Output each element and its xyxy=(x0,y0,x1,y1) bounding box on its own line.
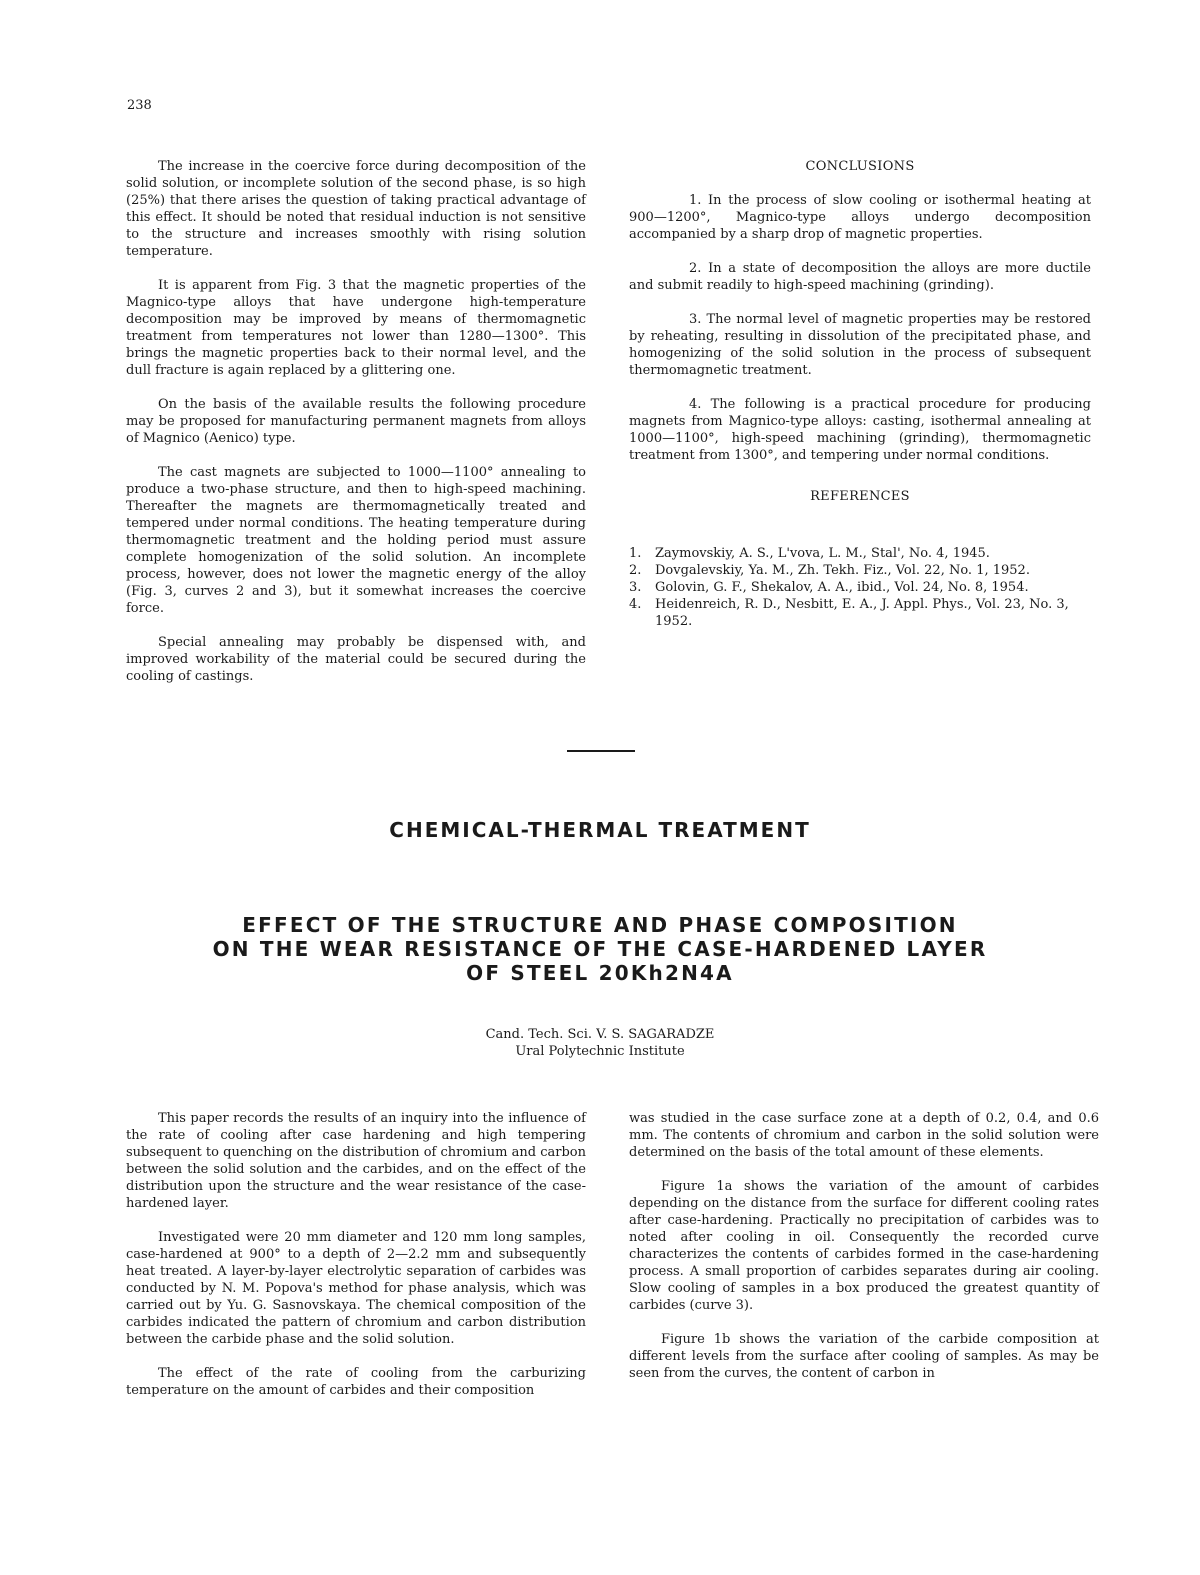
conclusion-item: 1. In the process of slow cooling or isothermal heating at 900—1200°, Magnico-type alloys undergo decomposition accompanied by a sharp drop of magnetic properties. xyxy=(629,193,1091,242)
section-banner: CHEMICAL-THERMAL TREATMENT xyxy=(389,818,811,842)
reference-number: 1. xyxy=(629,546,642,561)
conclusion-item: 4. The following is a practical procedure for producing magnets from Magnico-type alloys: casting, isothermal annealing at 1000—1100°, high-speed machining (grinding), thermomagnetic treatment from 1300°, and tempering under normal conditions. xyxy=(629,397,1091,463)
conclusions-list xyxy=(629,192,1091,464)
reference-text: Dovgalevskiy, Ya. M., Zh. Tekh. Fiz., Vol. 22, No. 1, 1952. xyxy=(655,563,1030,578)
article-right-column xyxy=(629,1110,1099,1399)
references-list xyxy=(629,545,1091,630)
reference-text: Golovin, G. F., Shekalov, A. A., ibid., Vol. 24, No. 8, 1954. xyxy=(655,580,1029,595)
conclusion-item: 3. The normal level of magnetic properties may be restored by reheating, resulting in dissolution of the precipitated phase, and homogenizing of the solid solution in the process of subsequent thermomagnetic treatment. xyxy=(629,312,1091,378)
article-title-line: OF STEEL 20Kh2N4A xyxy=(466,961,734,985)
paragraph: Figure 1a shows the variation of the amount of carbides depending on the distance from the surface for different cooling rates after case-hardening. Practically no precipitation of carbides was to noted after cooling in oil. Consequently the recorded curve characterizes the contents of carbides formed in the case-hardening process. A small proportion of carbides separates during air cooling. Slow cooling of samples in a box produced the greatest quantity of carbides (curve 3). xyxy=(629,1179,1099,1313)
section-divider xyxy=(567,750,635,752)
article-left-column xyxy=(126,1110,586,1416)
paragraph: Investigated were 20 mm diameter and 120 mm long samples, case-hardened at 900° to a depth of 2—2.2 mm and subsequently heat treated. A layer-by-layer electrolytic separation of carbides was conducted by N. M. Popova's method for phase analysis, which was carried out by Yu. G. Sasnovskaya. The chemical composition of the carbides indicated the pattern of chromium and carbon distribution between the carbide phase and the solid solution. xyxy=(126,1230,586,1347)
reference-item xyxy=(629,596,1091,630)
reference-item xyxy=(629,579,1091,596)
byline xyxy=(0,1026,1200,1060)
reference-item xyxy=(629,545,1091,562)
paragraph: The increase in the coercive force during decomposition of the solid solution, or incomplete solution of the second phase, is so high (25%) that there arises the question of taking practical advantage of this effect. It should be noted that residual induction is not sensitive to the structure and increases smoothly with rising solution temperature. xyxy=(126,159,586,259)
affiliation: Ural Polytechnic Institute xyxy=(515,1044,685,1059)
paragraph: Figure 1b shows the variation of the carbide composition at different levels from the surface after cooling of samples. As may be seen from the curves, the content of carbon in xyxy=(629,1332,1099,1381)
conclusion-item: 2. In a state of decomposition the alloys are more ductile and submit readily to high-speed machining (grinding). xyxy=(629,261,1091,293)
conclusions-heading: CONCLUSIONS xyxy=(805,159,915,174)
top-left-column xyxy=(126,158,586,702)
page-number: 238 xyxy=(127,98,152,113)
reference-number: 4. xyxy=(629,597,642,612)
paragraph: The cast magnets are subjected to 1000—1100° annealing to produce a two-phase structure, and then to high-speed machining. Thereafter the magnets are thermomagnetically treated and tempered under normal conditions. The heating temperature during thermomagnetic treatment and the holding period must assure complete homogenization of the solid solution. An incomplete process, however, does not lower the magnetic energy of the alloy (Fig. 3, curves 2 and 3), but it somewhat increases the coercive force. xyxy=(126,465,586,616)
paragraph: The effect of the rate of cooling from the carburizing temperature on the amount of carbides and their composition xyxy=(126,1366,586,1398)
article-title xyxy=(0,913,1200,985)
reference-number: 3. xyxy=(629,580,642,595)
article-title-line: EFFECT OF THE STRUCTURE AND PHASE COMPOSITION xyxy=(242,913,958,937)
article-title-line: ON THE WEAR RESISTANCE OF THE CASE-HARDENED LAYER xyxy=(212,937,988,961)
reference-text: Heidenreich, R. D., Nesbitt, E. A., J. Appl. Phys., Vol. 23, No. 3, 1952. xyxy=(655,597,1069,629)
paragraph: This paper records the results of an inquiry into the influence of the rate of cooling after case hardening and high tempering subsequent to quenching on the distribution of chromium and carbon between the solid solution and the carbides, and on the effect of the distribution upon the structure and the wear resistance of the case-hardened layer. xyxy=(126,1111,586,1211)
paragraph: It is apparent from Fig. 3 that the magnetic properties of the Magnico-type alloys that have undergone high-temperature decomposition may be improved by means of thermomagnetic treatment from temperatures not lower than 1280—1300°. This brings the magnetic properties back to their normal level, and the dull fracture is again replaced by a glittering one. xyxy=(126,278,586,378)
reference-text: Zaymovskiy, A. S., L'vova, L. M., Stal', No. 4, 1945. xyxy=(655,546,990,561)
reference-number: 2. xyxy=(629,563,642,578)
reference-item xyxy=(629,562,1091,579)
top-right-column xyxy=(629,158,1091,630)
references-heading: REFERENCES xyxy=(810,489,910,504)
author: Cand. Tech. Sci. V. S. SAGARADZE xyxy=(485,1027,715,1042)
paragraph-continuation: was studied in the case surface zone at a depth of 0.2, 0.4, and 0.6 mm. The contents of chromium and carbon in the solid solution were determined on the basis of the total amount of these elements. xyxy=(629,1111,1099,1160)
paragraph: Special annealing may probably be dispensed with, and improved workability of the material could be secured during the cooling of castings. xyxy=(126,635,586,684)
paragraph: On the basis of the available results the following procedure may be proposed for manufacturing permanent magnets from alloys of Magnico (Aenico) type. xyxy=(126,397,586,446)
